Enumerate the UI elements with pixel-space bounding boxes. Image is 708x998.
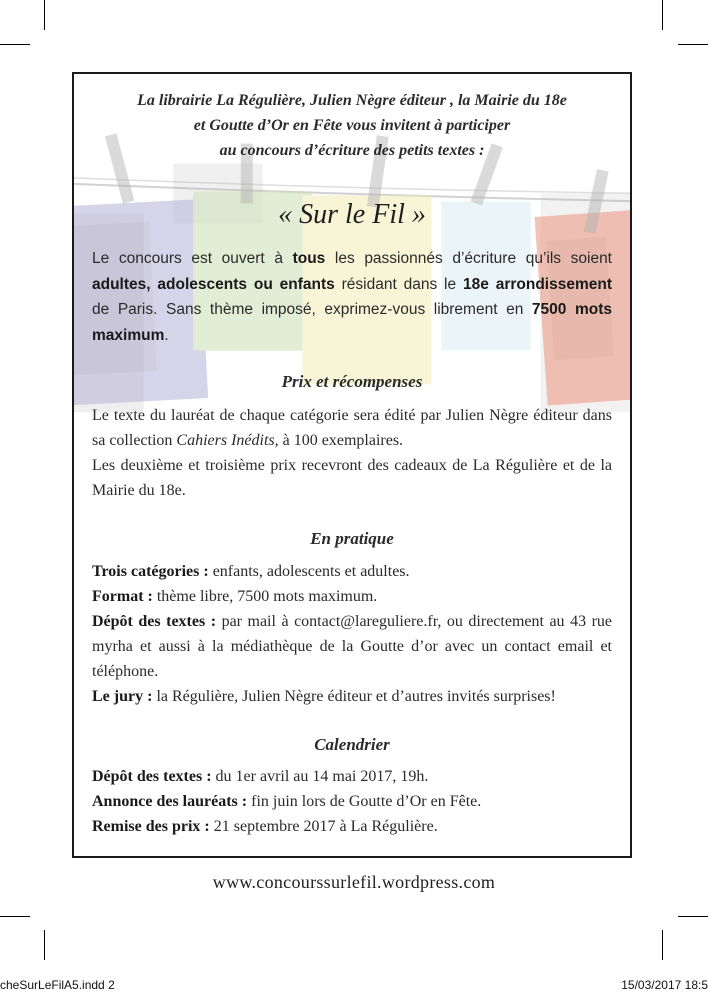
print-slug-file: cheSurLeFilA5.indd 2 bbox=[0, 978, 115, 992]
heading-prix: Prix et récompenses bbox=[281, 372, 423, 391]
heading-pratique: En pratique bbox=[310, 529, 394, 548]
crop-mark bbox=[678, 916, 708, 917]
crop-mark bbox=[44, 0, 45, 30]
crop-mark bbox=[662, 0, 663, 30]
contest-title: « Sur le Fil » bbox=[278, 199, 426, 230]
lead-paragraph: Le concours est ouvert à tous les passionnés d’écriture qu’ils soient adultes, adolescents ou enfants résidant dans le 18e arrondissement de Paris. Sans thème imposé, exprimez-vous librement en 7500 mots maximum. bbox=[92, 250, 612, 344]
prix-paragraph: Le texte du lauréat de chaque catégorie sera édité par Julien Nègre éditeur dans sa collection Cahiers Inédits, à 100 exemplaires. Les deuxième et troisième prix recevront des cadeaux de La Régulière et de la Mairie du 18e. bbox=[92, 407, 612, 499]
calendrier-item: Remise des prix : 21 septembre 2017 à La Régulière. bbox=[92, 818, 438, 835]
intro-line: La librairie La Régulière, Julien Nègre éditeur , la Mairie du 18e bbox=[137, 92, 567, 109]
calendrier-item: Annonce des lauréats : fin juin lors de Goutte d’Or en Fête. bbox=[92, 793, 482, 810]
pratique-item: Format : thème libre, 7500 mots maximum. bbox=[92, 588, 378, 605]
crop-mark bbox=[0, 916, 30, 917]
website-url: www.concourssurlefil.wordpress.com bbox=[212, 872, 496, 892]
pratique-list bbox=[92, 559, 612, 709]
crop-mark bbox=[678, 44, 708, 45]
crop-mark bbox=[662, 930, 663, 960]
flyer-content bbox=[74, 74, 630, 856]
pratique-item: Dépôt des textes : par mail à contact@lareguliere.fr, ou directement au 43 rue myrha et aussi à la médiathèque de la Goutte d’or avec un contact email et téléphone. bbox=[92, 613, 613, 680]
crop-mark bbox=[0, 44, 30, 45]
crop-mark bbox=[44, 930, 45, 960]
print-slug-date: 15/03/2017 18:5 bbox=[621, 978, 708, 992]
heading-calendrier: Calendrier bbox=[314, 735, 390, 754]
intro-line: au concours d’écriture des petits textes : bbox=[219, 142, 485, 159]
intro-text bbox=[92, 88, 612, 163]
intro-line: et Goutte d’Or en Fête vous invitent à participer bbox=[193, 117, 511, 134]
calendrier-item: Dépôt des textes : du 1er avril au 14 mai 2017, 19h. bbox=[92, 768, 429, 785]
flyer-frame bbox=[72, 72, 632, 858]
pratique-item: Trois catégories : enfants, adolescents et adultes. bbox=[92, 563, 410, 580]
calendrier-list bbox=[92, 764, 612, 839]
pratique-item: Le jury : la Régulière, Julien Nègre éditeur et d’autres invités surprises! bbox=[92, 688, 556, 705]
